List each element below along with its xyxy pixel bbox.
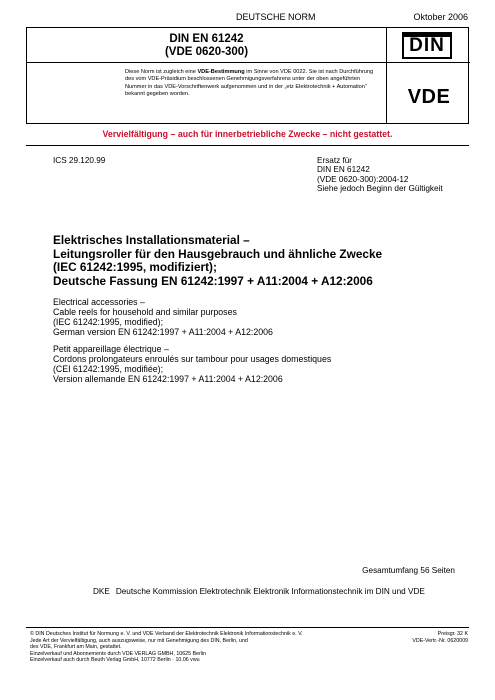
title-de-line: Elektrisches Installationsmaterial – (53, 233, 250, 247)
din-logo (402, 32, 452, 59)
vde-order-number: VDE-Vertr.-Nr. 0620009 (412, 637, 468, 644)
price-info (380, 631, 468, 645)
vde-regulation-note (125, 69, 381, 99)
title-german (53, 234, 453, 288)
header-divider-vertical (386, 28, 387, 123)
note-text-pre: Diese Norm ist zugleich eine (125, 69, 198, 75)
vde-classification: (VDE 0620-300) (164, 46, 249, 58)
dke-full-name: Deutsche Kommission Elektrotechnik Elektronik Informationstechnik im DIN und VDE (115, 587, 425, 596)
dke-line (93, 587, 431, 596)
footer-divider (26, 627, 469, 628)
price-group: Preisgr. 32 K (437, 631, 468, 637)
title-fr-line: Version allemande EN 61242:1997 + A11:2004 + A12:2006 (53, 374, 283, 384)
title-french (53, 344, 473, 384)
title-de-line: Leitungsroller für den Hausgebrauch und ähnliche Zwecke (53, 246, 383, 261)
note-text-post: im Sinne von VDE 0022. Sie ist nach Durchführung des vom VDE-Präsidium beschlossenen Genehmigungsverfahrens unter der oben angeführten Nummer in das VDE-Vorschriftenwerk aufgenommen und in der „etz Elektrotechnik + Automation“ bekannt gegeben worden. (125, 69, 374, 98)
reproduction-warning: Vervielfältigung – auch für innerbetriebliche Zwecke – nicht gestattet. (102, 129, 393, 139)
header-box (26, 27, 469, 124)
title-de-line: (IEC 61242:1995, modifiziert); (53, 260, 217, 274)
title-en-line: (IEC 61242:1995, modified); (53, 317, 164, 327)
title-fr-line: Petit appareillage électrique – (53, 344, 169, 354)
dke-abbreviation: DKE (93, 587, 110, 596)
replacement-line: Ersatz für (317, 156, 353, 165)
footer-line: © DIN Deutsches Institut für Normung e. V. und VDE Verband der Elektrotechnik Elektronik Informationstechnik e. V. (30, 631, 303, 637)
warning-divider (26, 145, 469, 146)
footer-line: Einzelverkauf auch durch Beuth Verlag GmbH, 10772 Berlin · 10.06 vwu (30, 657, 200, 664)
publication-date: Oktober 2006 (413, 12, 468, 22)
copyright-notice (30, 631, 390, 664)
header-divider-horizontal (27, 62, 470, 63)
replacement-line: Siehe jedoch Beginn der Gültigkeit (317, 183, 443, 193)
replacement-line: (VDE 0620-300):2004-12 (317, 174, 409, 184)
vde-logo: VDE (407, 86, 451, 108)
replacement-info (317, 156, 443, 193)
title-fr-line: Cordons prolongateurs enroulés sur tambour pour usages domestiques (53, 354, 332, 364)
title-en-line: Electrical accessories – (53, 297, 145, 307)
footer-line: des VDE, Frankfurt am Main, gestattet. (30, 644, 122, 651)
note-text-bold: VDE-Bestimmung (197, 69, 245, 75)
footer-line: Einzelverkauf und Abonnements durch VDE VERLAG GMBH, 10625 Berlin (30, 650, 207, 657)
title-fr-line: (CEI 61242:1995, modifiée); (53, 364, 164, 374)
standard-number: DIN EN 61242 (169, 33, 244, 45)
replacement-line: DIN EN 61242 (317, 165, 370, 175)
footer-line: Jede Art der Vervielfältigung, auch auszugsweise, nur mit Genehmigung des DIN, Berlin, und (30, 637, 248, 644)
norm-type-label: DEUTSCHE NORM (236, 12, 316, 22)
title-de-line: Deutsche Fassung EN 61242:1997 + A11:2004 + A12:2006 (53, 273, 373, 288)
title-en-line: Cable reels for household and similar purposes (53, 307, 237, 317)
total-pages: Gesamtumfang 56 Seiten (362, 566, 455, 575)
din-logo-text: DIN (409, 35, 445, 56)
title-english (53, 297, 453, 337)
title-en-line: German version EN 61242:1997 + A11:2004 + A12:2006 (53, 327, 273, 337)
ics-code: ICS 29.120.99 (53, 156, 106, 165)
top-line (26, 11, 468, 25)
